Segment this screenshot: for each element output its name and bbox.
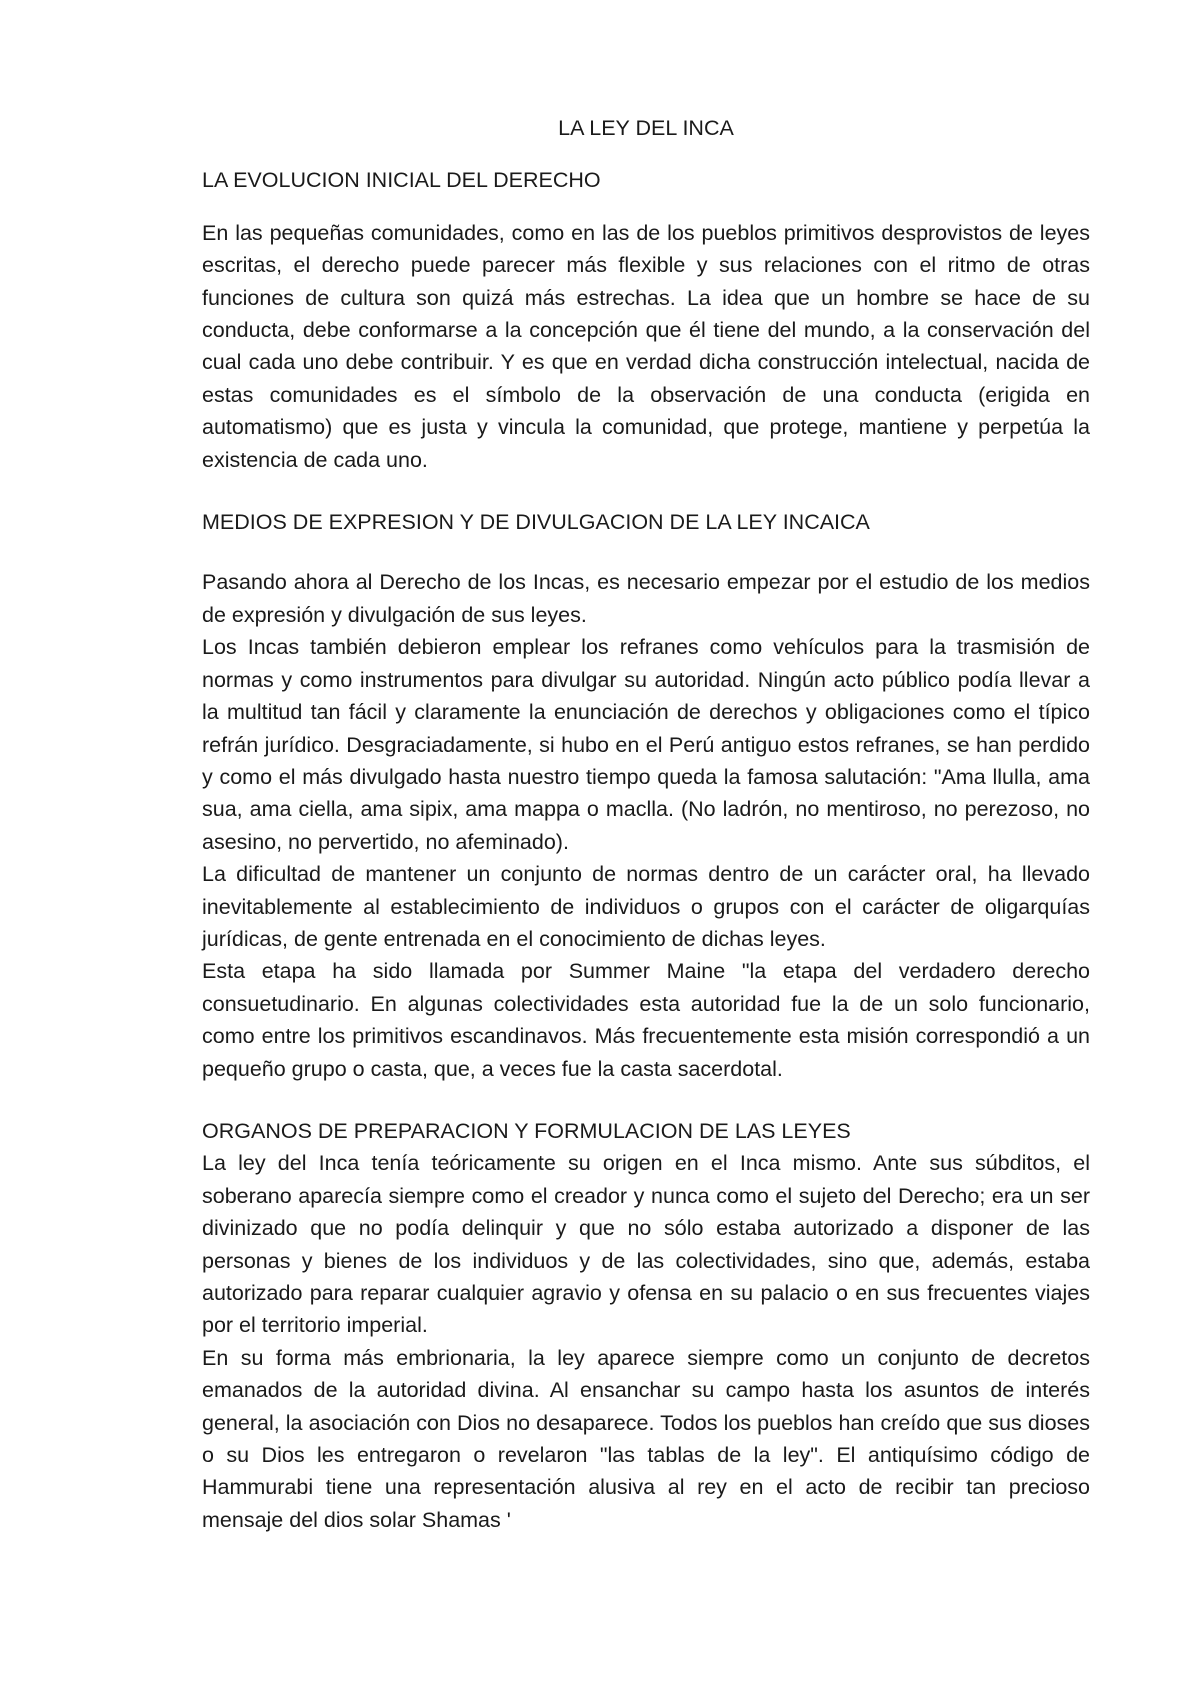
- paragraph: La dificultad de mantener un conjunto de normas dentro de un carácter oral, ha llevado inevitablemente al establecimiento de individuos o grupos con el carácter de oligarquías jurídicas, de gente entrenada en el conocimiento de dichas leyes.: [202, 862, 1090, 951]
- section-heading-organos: ORGANOS DE PREPARACION Y FORMULACION DE LAS LEYES: [202, 1118, 851, 1143]
- paragraph: Pasando ahora al Derecho de los Incas, es necesario empezar por el estudio de los medios de expresión y divulgación de sus leyes.: [202, 570, 1090, 627]
- section-heading-medios: MEDIOS DE EXPRESION Y DE DIVULGACION DE LA LEY INCAICA: [202, 510, 870, 535]
- spacer: [202, 538, 1090, 566]
- paragraph: La ley del Inca tenía teóricamente su origen en el Inca mismo. Ante sus súbditos, el soberano aparecía siempre como el creador y nunca como el sujeto del Derecho; era un ser divinizado que no podía delinquir y que no sólo estaba autorizado a disponer de las personas y bienes de los individuos y de las colectividades, sino que, además, estaba autorizado para reparar cualquier agravio y ofensa en su palacio o en sus frecuentes viajes por el territorio imperial.: [202, 1151, 1090, 1338]
- paragraph: En su forma más embrionaria, la ley aparece siempre como un conjunto de decretos emanados de la autoridad divina. Al ensanchar su campo hasta los asuntos de interés general, la asociación con Dios no desaparece. Todos los pueblos han creído que sus dioses o su Dios les entregaron o revelaron "las tablas de la ley". El antiquísimo código de Hammurabi tiene una representación alusiva al rey en el acto de recibir tan precioso mensaje del dios solar Shamas ': [202, 1345, 1090, 1532]
- section-heading-evolucion: LA EVOLUCION INICIAL DEL DERECHO: [202, 168, 601, 193]
- document-title: LA LEY DEL INCA: [558, 116, 734, 140]
- spacer: [202, 1085, 1090, 1115]
- paragraph: En las pequeñas comunidades, como en las de los pueblos primitivos desprovistos de leyes escritas, el derecho puede parecer más flexible y sus relaciones con el ritmo de otras funciones de cultura son quizá más estrechas. La idea que un hombre se hace de su conducta, debe conformarse a la concepción que él tiene del mundo, a la conservación del cual cada uno debe contribuir. Y es que en verdad dicha construcción intelectual, nacida de estas comunidades es el símbolo de la observación de una conducta (erigida en automatismo) que es justa y vincula la comunidad, que protege, mantiene y perpetúa la existencia de cada uno.: [202, 220, 1090, 472]
- spacer: [202, 197, 1090, 217]
- paragraph: Esta etapa ha sido llamada por Summer Maine "la etapa del verdadero derecho consuetudinario. En algunas colectividades esta autoridad fue la de un solo funcionario, como entre los primitivos escandinavos. Más frecuentemente esta misión correspondió a un pequeño grupo o casta, que, a veces fue la casta sacerdotal.: [202, 959, 1090, 1081]
- spacer: [202, 476, 1090, 506]
- document-page: [202, 112, 1090, 1536]
- paragraph: Los Incas también debieron emplear los refranes como vehículos para la trasmisión de normas y como instrumentos para divulgar su autoridad. Ningún acto público podía llevar a la multitud tan fácil y claramente la enunciación de derechos y obligaciones como el típico refrán jurídico. Desgraciadamente, si hubo en el Perú antiguo estos refranes, se han perdido y como el más divulgado hasta nuestro tiempo queda la famosa salutación: "Ama llulla, ama sua, ama ciella, ama sipix, ama mappa o maclla. (No ladrón, no mentiroso, no perezoso, no asesino, no pervertido, no afeminado).: [202, 635, 1090, 854]
